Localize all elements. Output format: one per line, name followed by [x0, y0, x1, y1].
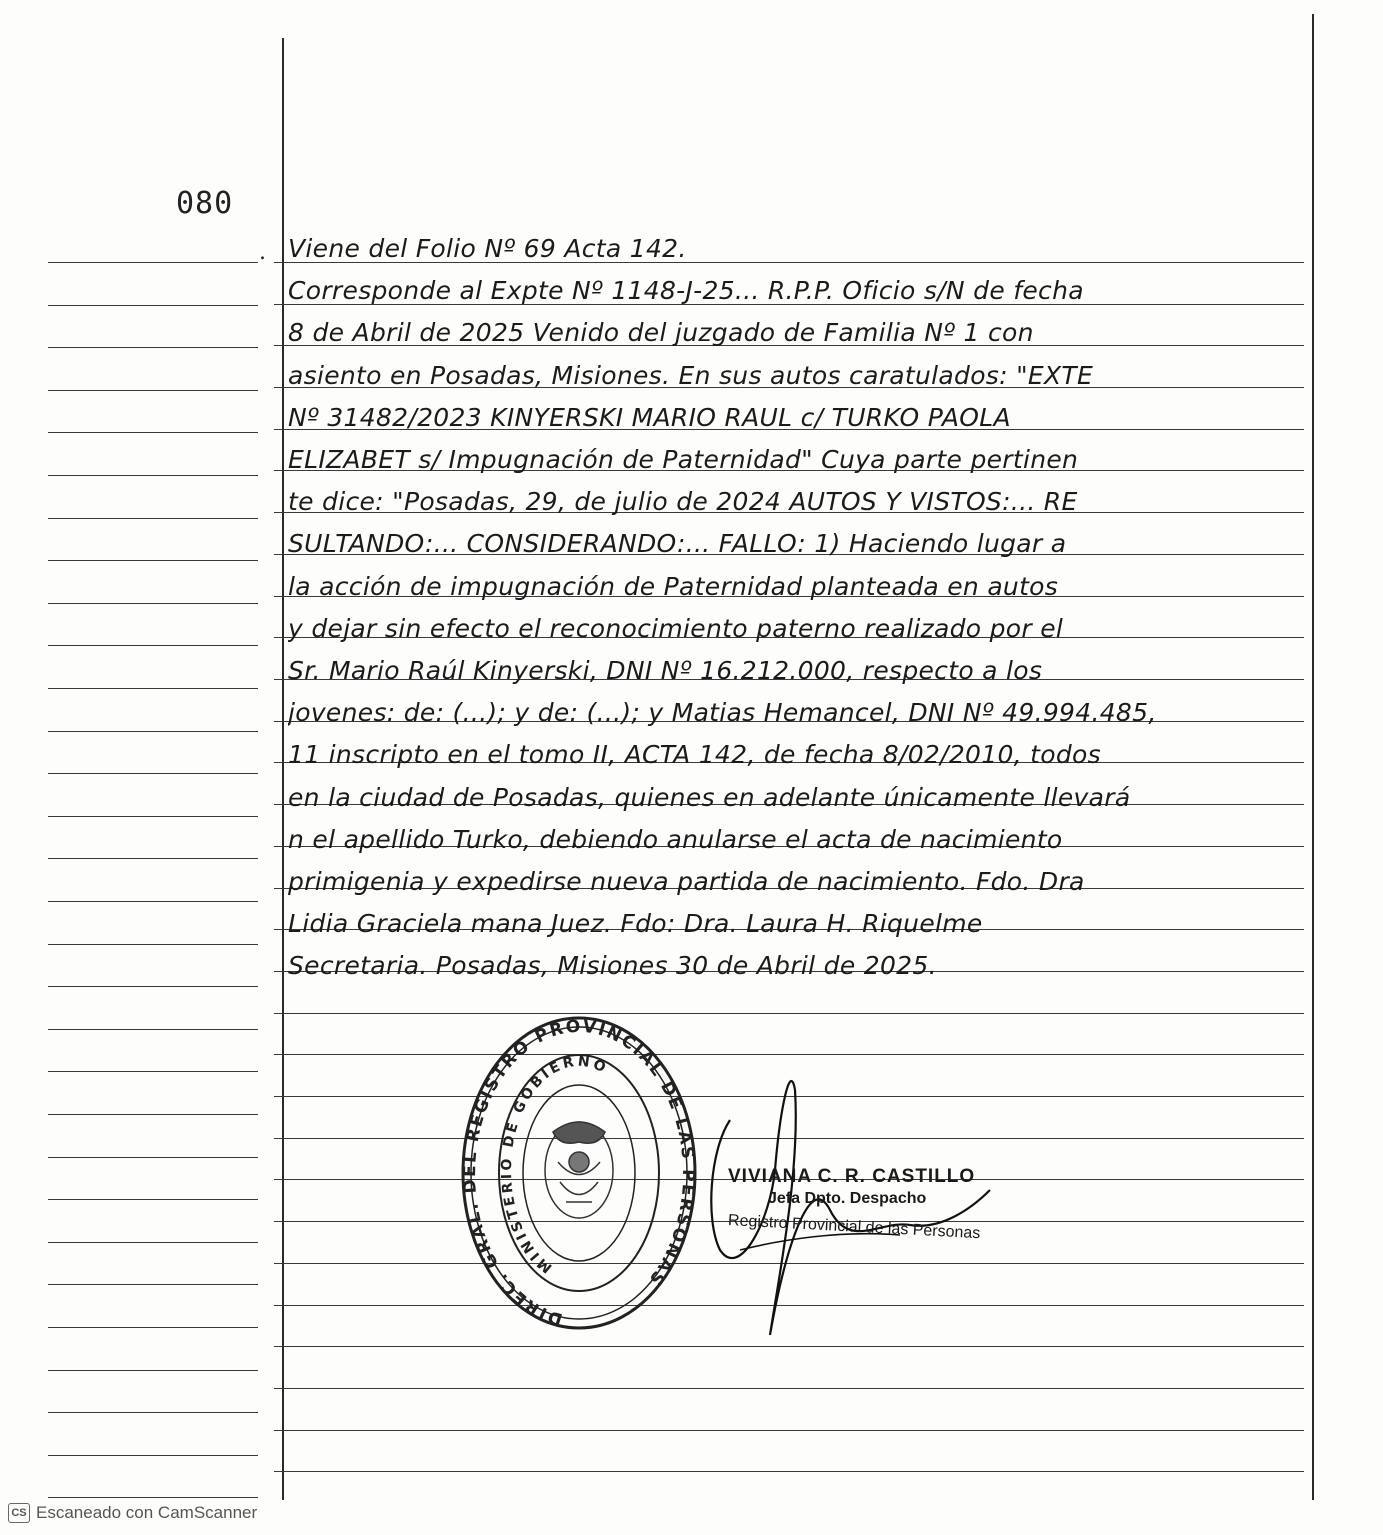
- margin-rule-line: [48, 262, 258, 263]
- entry-line: 8 de Abril de 2025 Venido del juzgado de Familia Nº 1 con: [288, 318, 1034, 348]
- margin-rule-line: [48, 901, 258, 902]
- signatory-block: [727, 1166, 998, 1243]
- margin-rule-line: [48, 773, 258, 774]
- registry-seal-stamp: [458, 1012, 700, 1334]
- margin-rule-line: [48, 858, 258, 859]
- margin-rule-line: [48, 1242, 258, 1243]
- margin-rule-line: [48, 1284, 258, 1285]
- margin-rule-line: [48, 432, 258, 433]
- margin-rule-line: [48, 1497, 258, 1498]
- entry-line: SULTANDO:... CONSIDERANDO:... FALLO: 1) Haciendo lugar a: [288, 529, 1067, 559]
- coat-of-arms-emblem: [545, 1122, 613, 1218]
- margin-rule-line: [48, 731, 258, 732]
- entry-line: te dice: "Posadas, 29, de julio de 2024 AUTOS Y VISTOS:... RE: [288, 487, 1078, 517]
- entry-line: Secretaria. Posadas, Misiones 30 de Abril de 2025.: [288, 951, 937, 981]
- stamp-inner-text: MINISTERIO DE GOBIERNO: [498, 1053, 611, 1276]
- margin-rule-line: [48, 1455, 258, 1456]
- margin-rule-line: [48, 1199, 258, 1200]
- signatory-organization: Registro Provincial de las Personas: [727, 1212, 981, 1243]
- margin-rule-line: [48, 390, 258, 391]
- entry-line: Sr. Mario Raúl Kinyerski, DNI Nº 16.212.000, respecto a los: [288, 656, 1043, 685]
- entry-line: la acción de impugnación de Paternidad planteada en autos: [288, 571, 1059, 601]
- margin-rule-line: [48, 1071, 258, 1072]
- signatory-name: VIVIANA C. R. CASTILLO: [728, 1166, 976, 1187]
- camscanner-logo-icon: CS: [8, 1503, 30, 1523]
- body-rule-line: [274, 1346, 1304, 1347]
- margin-rule-line: [48, 475, 258, 476]
- left-margin-rule: [282, 38, 284, 1500]
- margin-rule-line: [48, 518, 258, 519]
- entry-line: 11 inscripto en el tomo II, ACTA 142, de fecha 8/02/2010, todos: [288, 740, 1101, 770]
- body-rule-line: [274, 1471, 1304, 1472]
- stamp-outer-text: DIREC. GRAL. DEL REGISTRO PROVINCIAL DE LAS PERSONAS: [459, 1016, 699, 1330]
- margin-rule-line: [48, 603, 258, 604]
- entry-line: jovenes: de: (...); y de: (...); y Matias Hemancel, DNI Nº 49.994.485,: [288, 698, 1157, 728]
- margin-rule-line: [48, 1370, 258, 1371]
- entry-line: Nº 31482/2023 KINYERSKI MARIO RAUL c/ TURKO PAOLA: [288, 402, 1011, 432]
- entry-line: y dejar sin efecto el reconocimiento paterno realizado por el: [288, 613, 1064, 643]
- margin-rule-line: [48, 816, 258, 817]
- entry-line: Viene del Folio Nº 69 Acta 142.: [288, 234, 687, 263]
- margin-rule-line: [48, 1157, 258, 1158]
- scanner-watermark: [8, 1503, 257, 1523]
- entry-line: ELIZABET s/ Impugnación de Paternidad" Cuya parte pertinen: [288, 445, 1079, 474]
- body-rule-line: [274, 1013, 1304, 1014]
- margin-rule-line: [48, 645, 258, 646]
- margin-rule-line: [48, 1029, 258, 1030]
- margin-rule-line: [48, 1412, 258, 1413]
- margin-rule-line: [48, 305, 258, 306]
- entry-line: Lidia Graciela mana Juez. Fdo: Dra. Laura H. Riquelme: [288, 909, 983, 939]
- body-rule-line: [274, 1430, 1304, 1431]
- margin-rule-line: [48, 560, 258, 561]
- svg-text:MINISTERIO DE GOBIERNO: [499, 1054, 611, 1276]
- right-margin-rule: [1312, 14, 1314, 1500]
- entry-line: n el apellido Turko, debiendo anularse el acta de nacimiento: [288, 824, 1063, 854]
- watermark-text: Escaneado con CamScanner: [36, 1503, 258, 1522]
- entry-line: en la ciudad de Posadas, quienes en adelante únicamente llevará: [288, 782, 1131, 812]
- margin-rule-line: [48, 986, 258, 987]
- margin-rule-line: [48, 347, 258, 348]
- signatory-role: Jefa Dpto. Despacho: [768, 1190, 927, 1207]
- margin-rule-line: [48, 944, 258, 945]
- margin-rule-line: [48, 1114, 258, 1115]
- body-rule-line: [274, 1388, 1304, 1389]
- folio-number: 080: [176, 186, 234, 221]
- entry-line: primigenia y expedirse nueva partida de nacimiento. Fdo. Dra: [288, 867, 1085, 896]
- margin-dot: .: [259, 240, 266, 265]
- margin-rule-line: [48, 688, 258, 689]
- margin-rule-line: [48, 1327, 258, 1328]
- entry-line: Corresponde al Expte Nº 1148-J-25... R.P.P. Oficio s/N de fecha: [288, 276, 1084, 306]
- entry-line: asiento en Posadas, Misiones. En sus autos caratulados: "EXTE: [288, 360, 1094, 390]
